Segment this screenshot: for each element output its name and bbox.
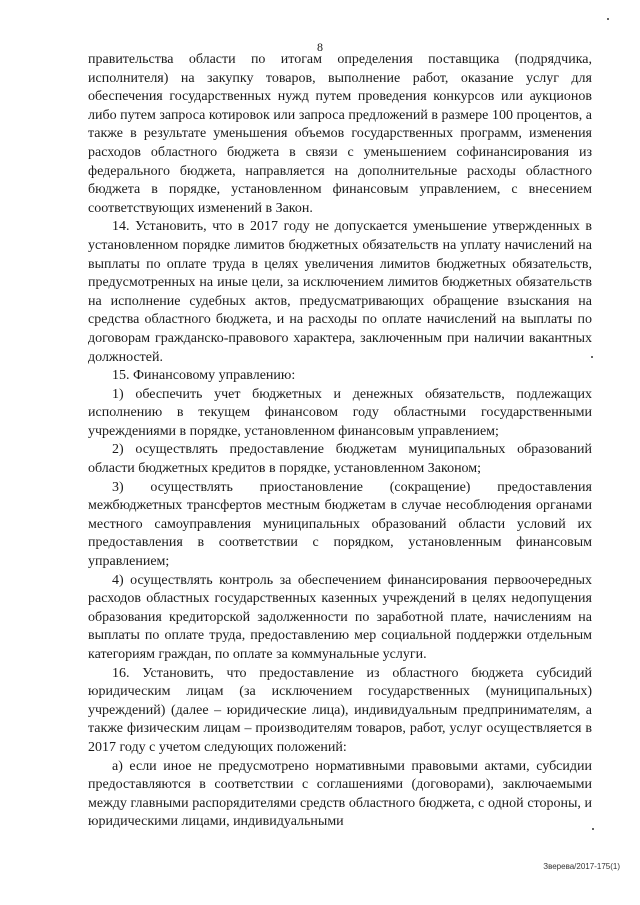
document-reference: Зверева/2017-175(1) bbox=[543, 862, 620, 871]
document-body bbox=[88, 51, 592, 832]
page-number: 8 bbox=[317, 40, 323, 54]
paragraph-subitem-a: а) если иное не предусмотрено нормативными правовыми актами, субсидии предоставляются в соответствии с соглашениями (договорами), заключаемыми между главными распорядителями средств областного бюджета, с одной стороны, и юридическими лицами, индивидуальными bbox=[88, 758, 592, 830]
paragraph-item-15: 15. Финансовому управлению: bbox=[112, 368, 296, 384]
paragraph-subitem-2: 2) осуществлять предоставление бюджетам муниципальных образований области бюджетных кредитов в порядке, установленном Законом; bbox=[88, 442, 592, 477]
paragraph-item-16: 16. Установить, что предоставление из областного бюджета субсидий юридическим лицам (за исключением государственных (муниципальных) учреждений) (далее – юридические лица), индивидуальным предпринимателям, а также физическим лицам – производителям товаров, работ, услуг осуществляется в 2017 году с учетом следующих положений: bbox=[88, 665, 592, 755]
scan-speck bbox=[607, 18, 609, 20]
scan-speck bbox=[592, 828, 594, 830]
scan-speck bbox=[591, 356, 593, 358]
paragraph-continuation: правительства области по итогам определения поставщика (подрядчика, исполнителя) на закупку товаров, выполнение работ, оказание услуг для обеспечения государственных нужд путем проведения конкурсов или аукционов либо путем запроса котировок или запроса предложений в размере 100 процентов, а также в результате уменьшения объемов государственных программ, изменения расходов областного бюджета в связи с уменьшением софинансирования из федерального бюджета, направляется на дополнительные расходы областного бюджета в порядке, установленном финансовым управлением, с внесением соответствующих изменений в Закон. bbox=[88, 52, 592, 216]
paragraph-item-14: 14. Установить, что в 2017 году не допускается уменьшение утвержденных в установленном порядке лимитов бюджетных обязательств на уплату начислений на выплаты по оплате труда в целях увеличения лимитов бюджетных обязательств, предусмотренных на иные цели, за исключением лимитов бюджетных обязательств на исполнение судебных актов, предусматривающих обращение взыскания на средства областного бюджета, и на расходы по оплате начислений на выплаты по договорам гражданско-правового характера, заключенным при наличии вакантных должностей. bbox=[88, 219, 592, 365]
paragraph-subitem-4: 4) осуществлять контроль за обеспечением финансирования первоочередных расходов областных государственных казенных учреждений в целях недопущения образования кредиторской задолженности по заработной плате, начислениям на выплаты по оплате труда, предоставлению мер социальной поддержки отдельным категориям граждан, по оплате за коммунальные услуги. bbox=[88, 572, 592, 662]
paragraph-subitem-1: 1) обеспечить учет бюджетных и денежных обязательств, подлежащих исполнению в текущем финансовом году областными государственными учреждениями в порядке, установленном финансовым управлением; bbox=[88, 386, 592, 439]
paragraph-subitem-3: 3) осуществлять приостановление (сокращение) предоставления межбюджетных трансфертов местным бюджетам в случае несоблюдения органами местного самоуправления муниципальных образований области условий их предоставления в соответствии с порядком, установленным финансовым управлением; bbox=[88, 479, 592, 570]
